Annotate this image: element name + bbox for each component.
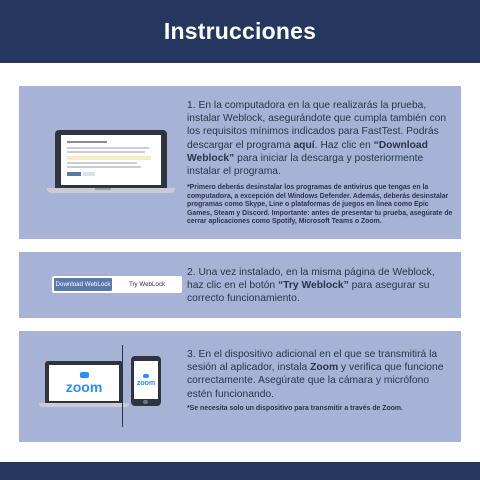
zoom-logo-tablet: zoom	[136, 379, 156, 387]
tablet-zoom-illustration	[131, 356, 161, 406]
laptop-base	[47, 188, 175, 193]
zoom-camera-icon	[143, 374, 149, 378]
laptop-zoom-illustration	[45, 361, 123, 409]
step-3-text: 3. En el dispositivo adicional en el que se transmitirá la sesión al aplicador, instala Zoom y verifica que funcione correctamente. Asegúrate que la cámara y micrófono estén funcionando.	[187, 349, 444, 400]
step-3-card	[19, 331, 461, 442]
download-weblock-button[interactable]: Download WebLock	[54, 278, 112, 291]
footer-bar	[0, 462, 480, 480]
laptop-lid	[55, 130, 167, 188]
step-2-card	[19, 252, 461, 318]
step-2-text: 2. Una vez instalado, en la misma página de Weblock, haz clic en el botón “Try Weblock” para asegurar su correcto funcionamiento.	[187, 267, 435, 305]
header-bar	[0, 0, 480, 63]
step-1-note: *Primero deberás desinstalar los programas de antivirus que tengas en la computadora, a excepción del Windows Defender. Además, deberás desinstalar programas como Skype, Line o plataformas de juegos en línea como Epic Games, Steam y Discord. Importante: antes de presentar tu prueba, asegúrate de cerrar aplicaciones como Spotify, Microsoft Teams o Zoom.	[187, 184, 453, 226]
step-1-card	[19, 86, 461, 239]
tablet-home-button	[143, 400, 148, 404]
zoom-camera-icon	[80, 372, 89, 378]
weblock-page-screenshot	[61, 135, 161, 185]
laptop-illustration	[55, 130, 167, 194]
try-weblock-button[interactable]: Try WebLock	[128, 281, 166, 288]
weblock-buttons-panel	[52, 276, 182, 293]
divider	[122, 345, 123, 427]
laptop-zoom-screen	[49, 365, 119, 401]
try-weblock-reference: “Try Weblock”	[278, 280, 349, 292]
zoom-app-reference: Zoom	[310, 362, 339, 374]
download-weblock-reference: “Download Weblock”	[187, 139, 428, 164]
zoom-logo-laptop: zoom	[65, 379, 103, 395]
step-1-text: 1. En la computadora en la que realizarás la prueba, instalar Weblock, asegurándote que cumpla también con los requisitos mínimos indicados para FastTest. Podrás descargar el programa aquí. Haz clic en “Download Weblock” para iniciar la descarga y posteriormente instalar el programa.	[187, 100, 447, 178]
download-link[interactable]: aquí	[293, 139, 315, 151]
step-3-note: *Se necesita solo un dispositivo para transmitir a través de Zoom.	[187, 405, 403, 412]
tablet-zoom-screen	[134, 361, 158, 399]
page-title: Instrucciones	[163, 18, 317, 44]
